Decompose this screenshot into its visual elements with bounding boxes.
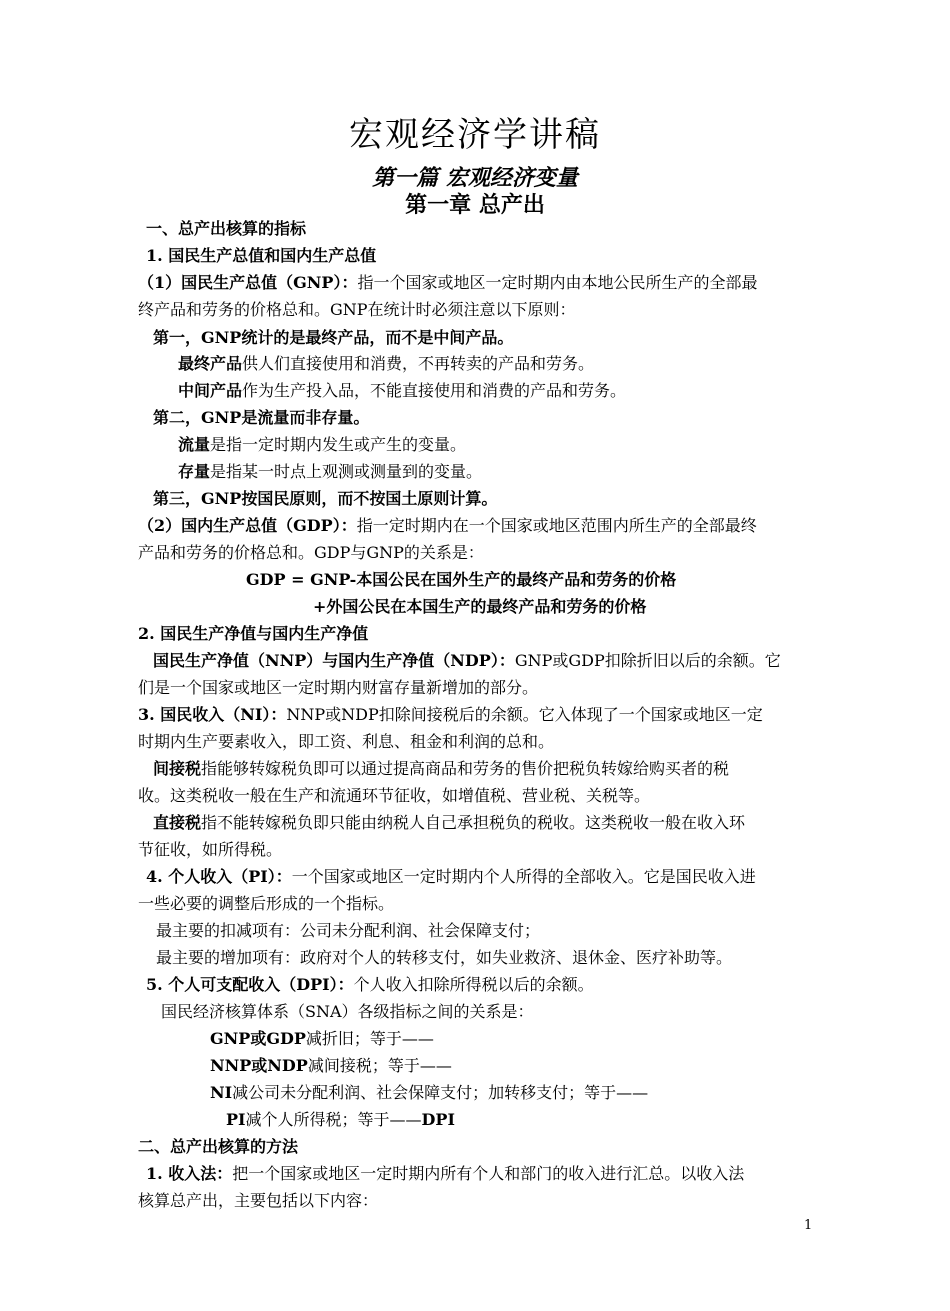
paragraph-line: 节征收，如所得税。 <box>138 840 283 859</box>
term-label: 流量 <box>178 435 211 454</box>
paragraph-line <box>178 381 626 401</box>
term-label: 5. 个人可支配收入（DPI）： <box>146 975 354 994</box>
paragraph-line <box>178 435 466 455</box>
paragraph-line: 最主要的扣减项有：公司未分配利润、社会保障支付； <box>156 921 541 940</box>
paragraph-line: 们是一个国家或地区一定时期内财富存量新增加的部分。 <box>138 678 539 697</box>
paragraph-line: 核算总产出，主要包括以下内容： <box>138 1191 379 1210</box>
paragraph-line <box>153 759 729 779</box>
relation-term: DPI <box>421 1110 455 1129</box>
relation-line <box>210 1029 434 1049</box>
term-label: 直接税 <box>153 813 202 832</box>
term-definition: NNP或NDP扣除间接税后的余额。它入体现了一个国家或地区一定 <box>286 705 763 724</box>
paragraph-line: 时期内生产要素收入，即工资、利息、租金和利润的总和。 <box>138 732 555 751</box>
subsection-heading: 2. 国民生产净值与国内生产净值 <box>138 624 369 643</box>
relation-line <box>210 1056 452 1076</box>
relation-term: NNP或NDP <box>210 1056 308 1075</box>
paragraph-line <box>138 516 757 536</box>
relation-text: 减折旧；等于—— <box>305 1029 434 1048</box>
relation-text: 减公司未分配利润、社会保障支付；加转移支付；等于—— <box>232 1083 649 1102</box>
section-heading: 二、总产出核算的方法 <box>138 1137 299 1156</box>
term-label: 中间产品 <box>178 381 243 400</box>
paragraph-line <box>146 975 594 995</box>
subsection-heading: 1. 国民生产总值和国内生产总值 <box>146 246 377 265</box>
term-definition: 一个国家或地区一定时期内个人所得的全部收入。它是国民收入进 <box>291 867 756 886</box>
chapter-heading: 第一章 总产出 <box>405 193 545 218</box>
paragraph-line <box>138 273 757 293</box>
paragraph-line: 国民经济核算体系（SNA）各级指标之间的关系是： <box>161 1002 534 1021</box>
paragraph-line <box>178 462 482 482</box>
paragraph-line: 最主要的增加项有：政府对个人的转移支付，如失业救济、退休金、医疗补助等。 <box>156 948 733 967</box>
term-definition: 个人收入扣除所得税以后的余额。 <box>353 975 594 994</box>
term-definition: GNP或GDP扣除折旧以后的余额。它 <box>514 651 781 670</box>
term-label: 间接税 <box>153 759 202 778</box>
paragraph-line <box>153 651 781 671</box>
formula-line: +外国公民在本国生产的最终产品和劳务的价格 <box>313 597 647 616</box>
paragraph-line <box>153 813 745 833</box>
part-heading: 第一篇 宏观经济变量 <box>372 165 578 191</box>
section-heading: 一、总产出核算的指标 <box>146 219 307 238</box>
formula-line: GDP = GNP-本国公民在国外生产的最终产品和劳务的价格 <box>246 570 677 589</box>
paragraph-line <box>146 867 756 887</box>
term-definition: 是指某一时点上观测或测量到的变量。 <box>210 462 483 481</box>
term-definition: 指不能转嫁税负即只能由纳税人自己承担税负的税收。这类税收一般在收入环 <box>201 813 746 832</box>
term-definition: 指一个国家或地区一定时期内由本地公民所生产的全部最 <box>357 273 758 292</box>
relation-term: GNP或GDP <box>210 1029 306 1048</box>
term-label: 最终产品 <box>178 354 243 373</box>
paragraph-line: 一些必要的调整后形成的一个指标。 <box>138 894 395 913</box>
term-definition: 供人们直接使用和消费，不再转卖的产品和劳务。 <box>242 354 595 373</box>
term-label: 国民生产净值（NNP）与国内生产净值（NDP）： <box>153 651 515 670</box>
paragraph-line <box>178 354 594 374</box>
paragraph-line <box>146 1164 744 1184</box>
principle-line: 第一，GNP统计的是最终产品，而不是中间产品。 <box>153 328 514 347</box>
term-label: 1. 收入法： <box>146 1164 233 1183</box>
relation-line <box>210 1083 648 1103</box>
term-definition: 把一个国家或地区一定时期内所有个人和部门的收入进行汇总。以收入法 <box>232 1164 745 1183</box>
relation-term: NI <box>210 1083 233 1102</box>
term-definition: 作为生产投入品，不能直接使用和消费的产品和劳务。 <box>242 381 627 400</box>
term-label: （1）国民生产总值（GNP）： <box>138 273 358 292</box>
principle-line: 第三，GNP按国民原则，而不按国土原则计算。 <box>153 489 498 508</box>
term-label: 存量 <box>178 462 211 481</box>
term-label: 4. 个人收入（PI）： <box>146 867 292 886</box>
paragraph-line <box>138 705 763 725</box>
term-definition: 指一定时期内在一个国家或地区范围内所生产的全部最终 <box>356 516 757 535</box>
principle-line: 第二，GNP是流量而非存量。 <box>153 408 370 427</box>
paragraph-line: 收。这类税收一般在生产和流通环节征收，如增值税、营业税、关税等。 <box>138 786 651 805</box>
paragraph-line: 终产品和劳务的价格总和。GNP在统计时必须注意以下原则： <box>138 300 576 319</box>
relation-text: 减个人所得税；等于—— <box>245 1110 422 1129</box>
term-label: 3. 国民收入（NI）： <box>138 705 287 724</box>
term-definition: 是指一定时期内发生或产生的变量。 <box>210 435 467 454</box>
term-definition: 指能够转嫁税负即可以通过提高商品和劳务的售价把税负转嫁给购买者的税 <box>201 759 730 778</box>
page-number: 1 <box>804 1218 813 1233</box>
relation-line <box>226 1110 455 1130</box>
term-label: （2）国内生产总值（GDP）： <box>138 516 357 535</box>
paragraph-line: 产品和劳务的价格总和。GDP与GNP的关系是： <box>138 543 484 562</box>
document-title: 宏观经济学讲稿 <box>349 115 601 155</box>
relation-text: 减间接税；等于—— <box>307 1056 452 1075</box>
relation-term: PI <box>226 1110 246 1129</box>
